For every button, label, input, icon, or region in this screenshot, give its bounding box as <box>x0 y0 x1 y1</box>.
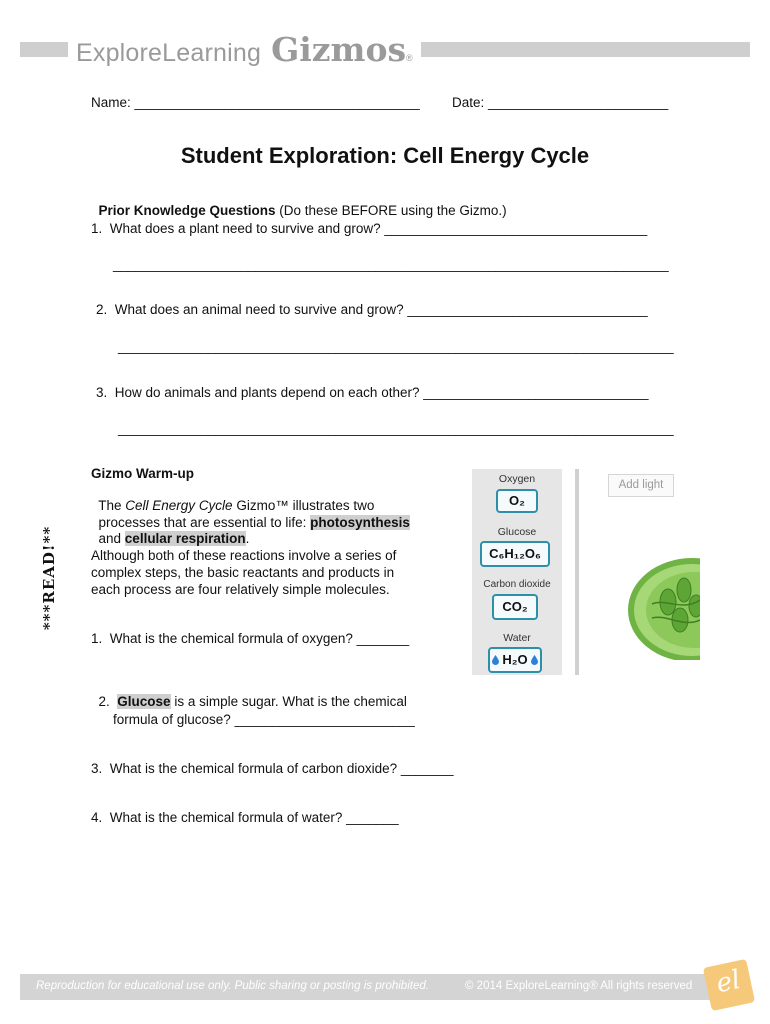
oxygen-molecule[interactable] <box>496 489 538 513</box>
question-1[interactable]: 1. What does a plant need to survive and grow? ___________________________________ <box>91 221 648 236</box>
carbon-dioxide-formula: CO₂ <box>502 599 528 614</box>
glucose-formula: C₆H₁₂O₆ <box>489 546 541 561</box>
read-side-tag: ***READ!** <box>40 525 58 631</box>
warmup-heading: Gizmo Warm-up <box>91 466 194 481</box>
warmup-para2-line2: complex steps, the basic reactants and products in <box>91 565 395 580</box>
panel-divider <box>575 469 579 675</box>
water-molecule[interactable] <box>488 647 542 673</box>
warmup-text: The <box>98 498 126 513</box>
oxygen-label: Oxygen <box>498 473 536 485</box>
logo-explore: Explore <box>76 39 163 67</box>
warmup-q2-text: is a simple sugar. What is the chemical <box>170 694 407 709</box>
header-bar-right <box>380 42 750 57</box>
footer-copyright: © 2014 ExploreLearning® All rights reserved <box>465 980 693 992</box>
warmup-para2-line1: Although both of these reactions involve a series of <box>91 548 397 563</box>
warmup-q2-number: 2. <box>98 694 118 709</box>
question-1-answer-line[interactable]: __________________________________________________________________________ <box>113 257 669 272</box>
molecule-panel <box>472 469 562 675</box>
carbon-dioxide-label: Carbon dioxide <box>483 579 551 590</box>
glucose-molecule[interactable] <box>480 541 550 567</box>
oxygen-formula: O₂ <box>509 493 525 508</box>
warmup-question-1[interactable]: 1. What is the chemical formula of oxygen? _______ <box>91 631 410 646</box>
highlight-cellular-respiration: cellular respiration <box>124 531 246 546</box>
highlight-photosynthesis: photosynthesis <box>310 515 410 530</box>
logo-reg: ® <box>406 53 413 63</box>
question-3-answer-line[interactable]: __________________________________________________________________________ <box>118 421 674 436</box>
gizmo-name: Cell Energy Cycle <box>125 498 233 513</box>
warmup-text: . <box>245 531 250 546</box>
name-field[interactable]: Name: ______________________________________ <box>91 95 420 110</box>
warmup-para2-line3: each process are four relatively simple molecules. <box>91 582 390 597</box>
highlight-glucose: Glucose <box>117 694 171 709</box>
header-bar-left <box>20 42 68 57</box>
prior-knowledge-title: Prior Knowledge Questions <box>98 203 276 218</box>
warmup-question-2-line2[interactable]: formula of glucose? ________________________ <box>113 712 415 727</box>
water-drop-icon <box>531 655 538 665</box>
warmup-text: and <box>98 531 125 546</box>
water-label: Water <box>503 632 531 644</box>
water-formula: H₂O <box>502 652 528 667</box>
prior-knowledge-heading <box>91 188 507 218</box>
chloroplast-image <box>622 540 700 660</box>
prior-knowledge-note: (Do these BEFORE using the Gizmo.) <box>275 203 507 218</box>
el-logo-text: el <box>713 964 744 1000</box>
logo-learning: Learning <box>162 39 262 67</box>
glucose-label: Glucose <box>497 526 537 538</box>
question-2[interactable]: 2. What does an animal need to survive and grow? ________________________________ <box>96 302 648 317</box>
explorelearning-gizmos-logo <box>68 30 421 68</box>
explorelearning-el-logo <box>703 959 755 1011</box>
warmup-para1-line3 <box>91 516 249 546</box>
warmup-text: processes that are essential to life: <box>98 515 311 530</box>
question-3[interactable]: 3. How do animals and plants depend on each other? ______________________________ <box>96 385 649 400</box>
add-light-button[interactable]: Add light <box>608 474 674 497</box>
page-title: Student Exploration: Cell Energy Cycle <box>180 143 590 168</box>
warmup-text: Gizmo™ illustrates two <box>232 498 375 513</box>
water-drop-icon <box>492 655 499 665</box>
footer-notice: Reproduction for educational use only. Public sharing or posting is prohibited. <box>36 980 429 992</box>
warmup-question-3[interactable]: 3. What is the chemical formula of carbon dioxide? _______ <box>91 761 454 776</box>
date-field[interactable]: Date: ________________________ <box>452 95 669 110</box>
carbon-dioxide-molecule[interactable] <box>492 594 538 620</box>
logo-gizmos: Gizmos <box>271 30 407 69</box>
question-2-answer-line[interactable]: __________________________________________________________________________ <box>118 339 674 354</box>
warmup-question-2[interactable] <box>91 679 407 709</box>
warmup-question-4[interactable]: 4. What is the chemical formula of water? _______ <box>91 810 399 825</box>
